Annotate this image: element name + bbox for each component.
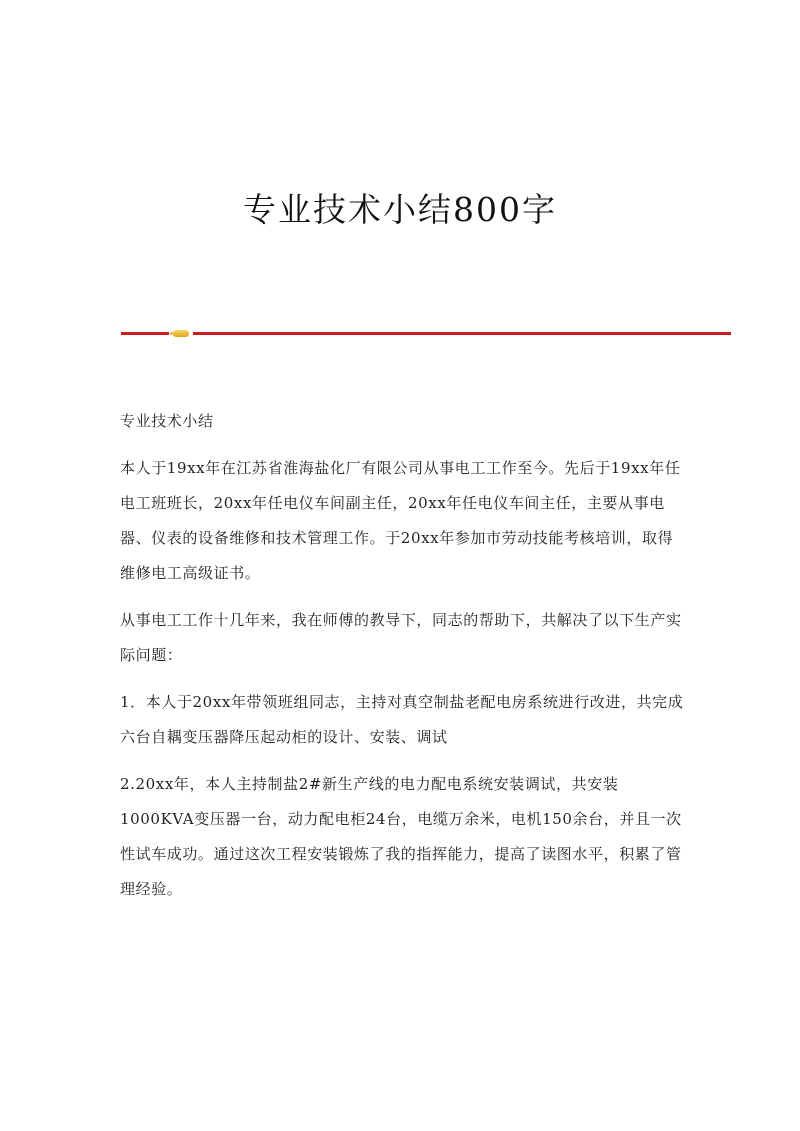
document-body	[120, 404, 685, 919]
page-title: 专业技术小结800字	[243, 190, 557, 229]
paragraph-item-2: 2.20xx年，本人主持制盐2#新生产线的电力配电系统安装调试，共安装1000KVA变压器一台，动力配电柜24台，电缆万余米，电机150余台，并且一次性试车成功。通过这次工程安装锻炼了我的指挥能力，提高了读图水平，积累了管理经验。	[120, 775, 682, 898]
paragraph-item-1: 1．本人于20xx年带领班组同志，主持对真空制盐老配电房系统进行改进，共完成六台自耦变压器降压起动柜的设计、安装、调试	[120, 693, 684, 746]
divider-line-left	[121, 332, 169, 335]
paragraph-intro-problems: 从事电工工作十几年来，我在师傅的教导下，同志的帮助下，共解决了以下生产实际问题：	[120, 611, 682, 664]
paragraph-career: 本人于19xx年在江苏省淮海盐化厂有限公司从事电工工作至今。先后于19xx年任电工班班长，20xx年任电仪车间副主任，20xx年任电仪车间主任，主要从事电器、仪表的设备维修和技术管理工作。于20xx年参加市劳动技能考核培训，取得维修电工高级证书。	[120, 459, 681, 582]
section-heading: 专业技术小结	[120, 412, 214, 430]
divider-ornament-icon	[173, 330, 189, 337]
title-divider	[121, 329, 731, 339]
divider-line-right	[193, 332, 731, 335]
